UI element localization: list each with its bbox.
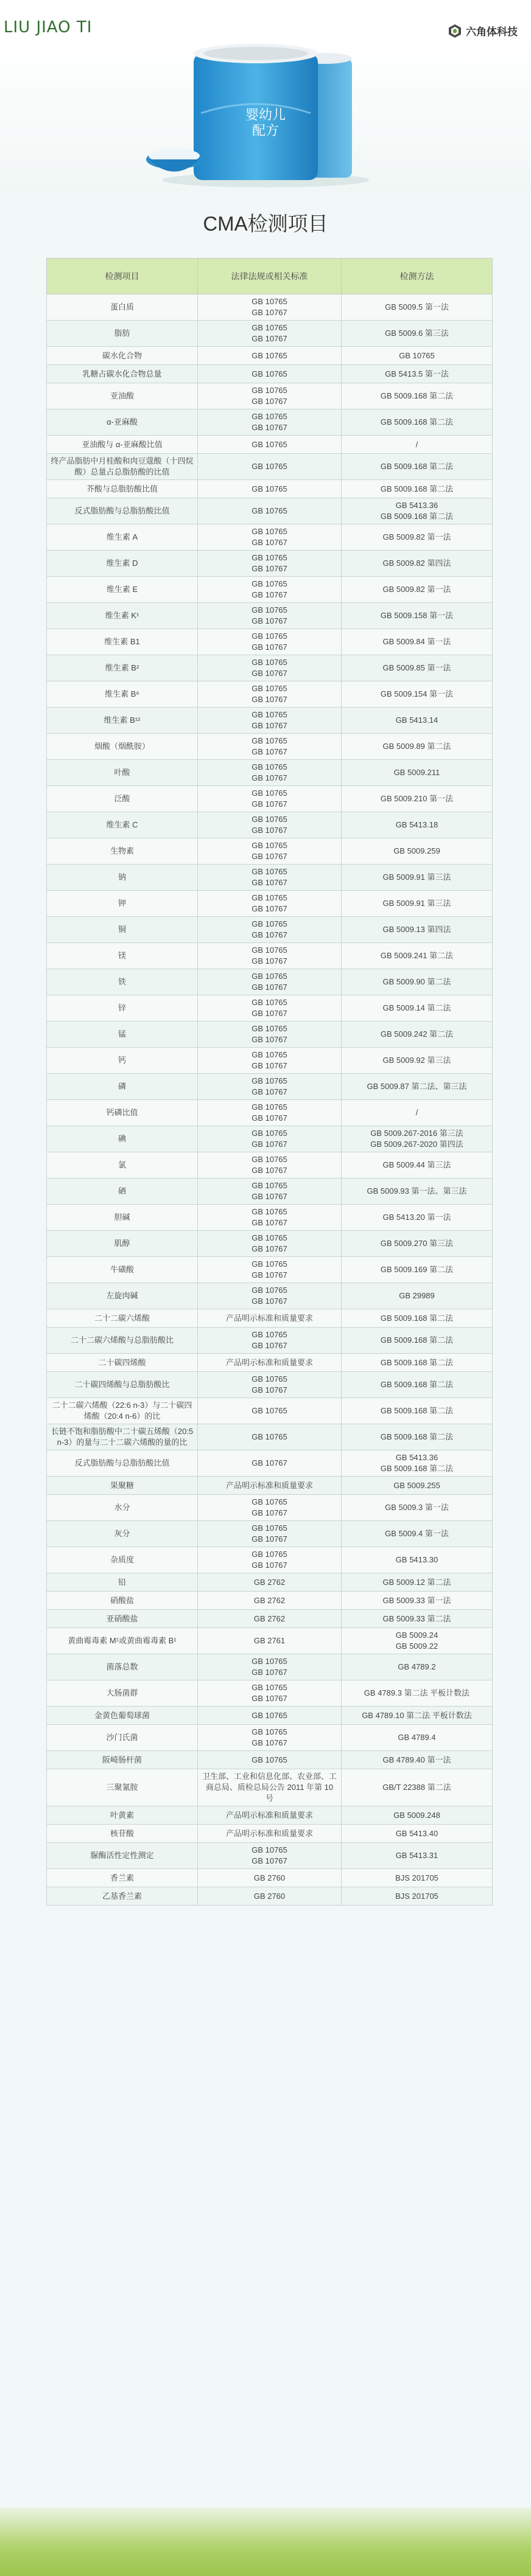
cell-method: / bbox=[342, 436, 493, 454]
cell-standard: GB 2760 bbox=[198, 1869, 342, 1887]
cell-method: GB 5009.168 第二法 bbox=[342, 454, 493, 480]
cell-method: GB 5009.168 第二法 bbox=[342, 383, 493, 409]
cell-standard: GB 10765 bbox=[198, 1398, 342, 1424]
table-row bbox=[47, 1843, 493, 1869]
table-row bbox=[47, 995, 493, 1022]
cell-standard: GB 2762 bbox=[198, 1592, 342, 1610]
cell-test-item: 核苷酸 bbox=[47, 1825, 198, 1843]
cell-method: GB 5413.40 bbox=[342, 1825, 493, 1843]
cell-test-item: 维生素 B² bbox=[47, 655, 198, 681]
cell-method: GB 5009.210 第一法 bbox=[342, 786, 493, 812]
table-row bbox=[47, 1477, 493, 1495]
cell-test-item: 钙 bbox=[47, 1048, 198, 1074]
cell-standard: 产品明示标准和质量要求 bbox=[198, 1354, 342, 1372]
cell-standard: GB 10765 GB 10767 bbox=[198, 1100, 342, 1126]
cell-method: GB 5009.168 第二法 bbox=[342, 480, 493, 498]
cell-method: GB 5009.248 bbox=[342, 1806, 493, 1825]
cell-standard: 产品明示标准和质量要求 bbox=[198, 1309, 342, 1328]
cell-standard: GB 10765 GB 10767 bbox=[198, 629, 342, 655]
cell-test-item: 二十碳四烯酸 bbox=[47, 1354, 198, 1372]
cell-standard: GB 10765 bbox=[198, 1424, 342, 1450]
table-row bbox=[47, 1048, 493, 1074]
cell-method: GB 5009.92 第三法 bbox=[342, 1048, 493, 1074]
cell-standard: GB 10765 GB 10767 bbox=[198, 603, 342, 629]
cell-test-item: 菌落总数 bbox=[47, 1654, 198, 1680]
cell-method: GB 5009.82 第四法 bbox=[342, 551, 493, 577]
table-row bbox=[47, 498, 493, 524]
cell-standard: GB 10765 GB 10767 bbox=[198, 1178, 342, 1205]
cell-test-item: 锰 bbox=[47, 1022, 198, 1048]
table-header-row bbox=[47, 259, 493, 294]
cell-method: GB 5009.33 第二法 bbox=[342, 1610, 493, 1628]
cell-test-item: 二十二碳六烯酸 bbox=[47, 1309, 198, 1328]
table-row bbox=[47, 1628, 493, 1654]
cell-method: GB 4789.10 第二法 平板计数法 bbox=[342, 1707, 493, 1725]
cell-test-item: 香兰素 bbox=[47, 1869, 198, 1887]
cell-method: GB 5413.36 GB 5009.168 第二法 bbox=[342, 498, 493, 524]
cell-method: GB 5009.168 第二法 bbox=[342, 1354, 493, 1372]
cell-test-item: 铁 bbox=[47, 969, 198, 995]
table-row bbox=[47, 1495, 493, 1521]
cell-standard: GB 10765 bbox=[198, 498, 342, 524]
cell-method: GB 5009.90 第二法 bbox=[342, 969, 493, 995]
cell-standard: 产品明示标准和质量要求 bbox=[198, 1825, 342, 1843]
table-row bbox=[47, 321, 493, 347]
table-row bbox=[47, 1328, 493, 1354]
cell-method: GB 5009.93 第一法、第三法 bbox=[342, 1178, 493, 1205]
cell-test-item: 灰分 bbox=[47, 1521, 198, 1547]
cell-test-item: 脲酶活性定性测定 bbox=[47, 1843, 198, 1869]
cell-standard: GB 2762 bbox=[198, 1573, 342, 1592]
cell-standard: GB 10767 bbox=[198, 1450, 342, 1477]
table-row bbox=[47, 786, 493, 812]
cell-method: GB 5009.168 第二法 bbox=[342, 1309, 493, 1328]
cell-method: GB 5009.211 bbox=[342, 760, 493, 786]
cell-method: GB 5009.169 第二法 bbox=[342, 1257, 493, 1283]
cell-standard: GB 10765 GB 10767 bbox=[198, 838, 342, 865]
cell-test-item: 胆碱 bbox=[47, 1205, 198, 1231]
cell-test-item: 铜 bbox=[47, 917, 198, 943]
cell-method: GB 5009.84 第一法 bbox=[342, 629, 493, 655]
cell-test-item: 钠 bbox=[47, 865, 198, 891]
cell-method: GB 5413.14 bbox=[342, 708, 493, 734]
cell-method: GB 5009.33 第一法 bbox=[342, 1592, 493, 1610]
cell-standard: GB 10765 GB 10767 bbox=[198, 1205, 342, 1231]
table-row bbox=[47, 1022, 493, 1048]
cell-standard: GB 10765 GB 10767 bbox=[198, 1126, 342, 1152]
header bbox=[0, 0, 531, 40]
table-row bbox=[47, 1152, 493, 1178]
cell-test-item: 牛磺酸 bbox=[47, 1257, 198, 1283]
cell-method: GB 5009.255 bbox=[342, 1477, 493, 1495]
cell-test-item: 维生素 C bbox=[47, 812, 198, 838]
table-row bbox=[47, 1205, 493, 1231]
cell-test-item: 大肠菌群 bbox=[47, 1680, 198, 1707]
cell-standard: GB 10765 GB 10767 bbox=[198, 1283, 342, 1309]
cell-test-item: 维生素 B1 bbox=[47, 629, 198, 655]
cell-method: GB 5009.241 第二法 bbox=[342, 943, 493, 969]
table-row bbox=[47, 891, 493, 917]
table-row bbox=[47, 383, 493, 409]
cell-standard: GB 2760 bbox=[198, 1887, 342, 1906]
cell-method: GB 5009.13 第四法 bbox=[342, 917, 493, 943]
cell-method: GB 5009.24 GB 5009.22 bbox=[342, 1628, 493, 1654]
cell-method: GB 5009.91 第三法 bbox=[342, 865, 493, 891]
table-row bbox=[47, 1126, 493, 1152]
cell-test-item: 蛋白质 bbox=[47, 294, 198, 321]
cell-method: GB 4789.3 第二法 平板计数法 bbox=[342, 1680, 493, 1707]
cell-standard: GB 10765 GB 10767 bbox=[198, 891, 342, 917]
table-row bbox=[47, 1372, 493, 1398]
cell-standard: GB 2761 bbox=[198, 1628, 342, 1654]
cell-standard: GB 10765 GB 10767 bbox=[198, 1521, 342, 1547]
cell-standard: GB 2762 bbox=[198, 1610, 342, 1628]
cell-method: GB 5009.270 第三法 bbox=[342, 1231, 493, 1257]
table-row bbox=[47, 1869, 493, 1887]
cell-method: GB 5413.31 bbox=[342, 1843, 493, 1869]
cell-standard: GB 10765 GB 10767 bbox=[198, 294, 342, 321]
cell-standard: GB 10765 GB 10767 bbox=[198, 969, 342, 995]
cell-test-item: 碘 bbox=[47, 1126, 198, 1152]
cell-standard: GB 10765 GB 10767 bbox=[198, 524, 342, 551]
table-row bbox=[47, 1680, 493, 1707]
cell-method: GB 5009.4 第一法 bbox=[342, 1521, 493, 1547]
cell-method: GB 5009.89 第二法 bbox=[342, 734, 493, 760]
table-row bbox=[47, 436, 493, 454]
cell-test-item: 维生素 K¹ bbox=[47, 603, 198, 629]
cell-method: GB 5009.242 第二法 bbox=[342, 1022, 493, 1048]
table-row bbox=[47, 1231, 493, 1257]
cell-test-item: 钙磷比值 bbox=[47, 1100, 198, 1126]
cell-standard: GB 10765 bbox=[198, 1751, 342, 1769]
cell-method: GB 5009.158 第一法 bbox=[342, 603, 493, 629]
table-row bbox=[47, 1309, 493, 1328]
cell-test-item: 反式脂肪酸与总脂肪酸比值 bbox=[47, 498, 198, 524]
cell-method: GB 5009.3 第一法 bbox=[342, 1495, 493, 1521]
cell-test-item: 维生素 B⁶ bbox=[47, 681, 198, 708]
cell-method: BJS 201705 bbox=[342, 1887, 493, 1906]
cell-standard: GB 10765 GB 10767 bbox=[198, 1680, 342, 1707]
cell-method: GB 5009.168 第二法 bbox=[342, 1424, 493, 1450]
cell-test-item: 二十二碳六烯酸与总脂肪酸比 bbox=[47, 1328, 198, 1354]
cell-standard: GB 10765 bbox=[198, 480, 342, 498]
brand-name: 六角体科技 bbox=[466, 26, 518, 38]
cell-method: GB 29989 bbox=[342, 1283, 493, 1309]
cell-standard: GB 10765 GB 10767 bbox=[198, 1048, 342, 1074]
cell-method: GB 5413.36 GB 5009.168 第二法 bbox=[342, 1450, 493, 1477]
cell-standard: GB 10765 GB 10767 bbox=[198, 865, 342, 891]
cell-standard: GB 10765 GB 10767 bbox=[198, 1257, 342, 1283]
cell-method: GB 5009.12 第二法 bbox=[342, 1573, 493, 1592]
cell-method: GB 5009.168 第二法 bbox=[342, 1398, 493, 1424]
cell-standard: GB 10765 GB 10767 bbox=[198, 1152, 342, 1178]
cell-standard: GB 10765 GB 10767 bbox=[198, 655, 342, 681]
cell-method: GB 5009.154 第一法 bbox=[342, 681, 493, 708]
cell-standard: GB 10765 GB 10767 bbox=[198, 383, 342, 409]
cell-method: GB 5009.5 第一法 bbox=[342, 294, 493, 321]
cell-method: GB/T 22388 第二法 bbox=[342, 1769, 493, 1806]
cell-method: / bbox=[342, 1100, 493, 1126]
cell-method: GB 5009.259 bbox=[342, 838, 493, 865]
table-row bbox=[47, 1398, 493, 1424]
cell-standard: GB 10765 GB 10767 bbox=[198, 786, 342, 812]
cell-standard: GB 10765 GB 10767 bbox=[198, 1547, 342, 1573]
cell-method: GB 5009.168 第二法 bbox=[342, 409, 493, 436]
table-row bbox=[47, 409, 493, 436]
cell-method: GB 5413.30 bbox=[342, 1547, 493, 1573]
cell-test-item: 反式脂肪酸与总脂肪酸比值 bbox=[47, 1450, 198, 1477]
cell-test-item: 果聚糖 bbox=[47, 1477, 198, 1495]
table-row bbox=[47, 1751, 493, 1769]
cell-test-item: 肌醇 bbox=[47, 1231, 198, 1257]
cell-method: GB 4789.40 第一法 bbox=[342, 1751, 493, 1769]
cell-test-item: 阪崎肠杆菌 bbox=[47, 1751, 198, 1769]
cell-test-item: 叶酸 bbox=[47, 760, 198, 786]
cell-standard: GB 10765 GB 10767 bbox=[198, 1022, 342, 1048]
table-row bbox=[47, 1283, 493, 1309]
cell-test-item: 脂肪 bbox=[47, 321, 198, 347]
header-test-item: 检测项目 bbox=[47, 259, 198, 294]
cell-test-item: 硝酸盐 bbox=[47, 1592, 198, 1610]
cell-test-item: 乳糖占碳水化合物总量 bbox=[47, 365, 198, 383]
cell-test-item: 亚硝酸盐 bbox=[47, 1610, 198, 1628]
formula-can-illustration bbox=[0, 40, 531, 192]
hero-banner bbox=[0, 40, 531, 192]
header-method: 检测方法 bbox=[342, 259, 493, 294]
cell-test-item: 金黄色葡萄球菌 bbox=[47, 1707, 198, 1725]
cell-method: GB 5413.5 第一法 bbox=[342, 365, 493, 383]
table-row bbox=[47, 838, 493, 865]
table-row bbox=[47, 865, 493, 891]
cell-standard: GB 10765 GB 10767 bbox=[198, 917, 342, 943]
cell-standard: 产品明示标准和质量要求 bbox=[198, 1806, 342, 1825]
cell-test-item: 乙基香兰素 bbox=[47, 1887, 198, 1906]
cell-standard: GB 10765 GB 10767 bbox=[198, 812, 342, 838]
cell-method: BJS 201705 bbox=[342, 1869, 493, 1887]
cell-standard: GB 10765 GB 10767 bbox=[198, 1328, 342, 1354]
cell-test-item: 黄曲霉毒素 M¹或黄曲霉毒素 B¹ bbox=[47, 1628, 198, 1654]
cell-test-item: 水分 bbox=[47, 1495, 198, 1521]
cell-standard: GB 10765 GB 10767 bbox=[198, 681, 342, 708]
cell-test-item: 钾 bbox=[47, 891, 198, 917]
cell-method: GB 10765 bbox=[342, 347, 493, 365]
cell-method: GB 5009.87 第二法、第三法 bbox=[342, 1074, 493, 1100]
cell-test-item: 维生素 E bbox=[47, 577, 198, 603]
cell-standard: GB 10765 GB 10767 bbox=[198, 551, 342, 577]
cell-test-item: 维生素 B¹² bbox=[47, 708, 198, 734]
table-row bbox=[47, 1450, 493, 1477]
cell-test-item: 二十二碳六烯酸（22:6 n-3）与二十碳四烯酸（20:4 n-6）的比 bbox=[47, 1398, 198, 1424]
cell-standard: GB 10765 GB 10767 bbox=[198, 760, 342, 786]
table-row bbox=[47, 969, 493, 995]
cell-method: GB 4789.2 bbox=[342, 1654, 493, 1680]
cell-test-item: 亚油酸与 α-亚麻酸比值 bbox=[47, 436, 198, 454]
table-row bbox=[47, 1806, 493, 1825]
table-row bbox=[47, 347, 493, 365]
cell-standard: GB 10765 bbox=[198, 347, 342, 365]
cell-method: GB 5009.168 第二法 bbox=[342, 1328, 493, 1354]
table-row bbox=[47, 577, 493, 603]
table-row bbox=[47, 1547, 493, 1573]
cell-test-item: 泛酸 bbox=[47, 786, 198, 812]
cell-method: GB 4789.4 bbox=[342, 1725, 493, 1751]
cell-standard: GB 10765 GB 10767 bbox=[198, 943, 342, 969]
table-row bbox=[47, 629, 493, 655]
cell-test-item: 铅 bbox=[47, 1573, 198, 1592]
cell-standard: GB 10765 GB 10767 bbox=[198, 1843, 342, 1869]
footer-band bbox=[0, 2508, 531, 2576]
table-row bbox=[47, 365, 493, 383]
cell-test-item: 碳水化合物 bbox=[47, 347, 198, 365]
cell-standard: GB 10765 bbox=[198, 454, 342, 480]
cma-test-items-table bbox=[46, 258, 492, 1906]
cell-standard: GB 10765 GB 10767 bbox=[198, 1231, 342, 1257]
table-row bbox=[47, 1521, 493, 1547]
cell-test-item: 芥酸与总脂肪酸比值 bbox=[47, 480, 198, 498]
table-row bbox=[47, 1887, 493, 1906]
cell-test-item: 锌 bbox=[47, 995, 198, 1022]
cell-method: GB 5009.82 第一法 bbox=[342, 577, 493, 603]
cell-method: GB 5009.85 第一法 bbox=[342, 655, 493, 681]
cell-test-item: 长链不饱和脂肪酸中二十碳五烯酸（20:5 n-3）的量与二十二碳六烯酸的量的比 bbox=[47, 1424, 198, 1450]
brand-logo bbox=[448, 23, 518, 38]
cell-standard: GB 10765 GB 10767 bbox=[198, 409, 342, 436]
table-row bbox=[47, 1610, 493, 1628]
cell-standard: GB 10765 GB 10767 bbox=[198, 995, 342, 1022]
table-row bbox=[47, 1424, 493, 1450]
cell-test-item: 亚油酸 bbox=[47, 383, 198, 409]
cell-test-item: 硒 bbox=[47, 1178, 198, 1205]
cell-standard: GB 10765 GB 10767 bbox=[198, 577, 342, 603]
table-row bbox=[47, 1769, 493, 1806]
table-row bbox=[47, 812, 493, 838]
table-row bbox=[47, 708, 493, 734]
table-row bbox=[47, 655, 493, 681]
cell-method: GB 5009.44 第三法 bbox=[342, 1152, 493, 1178]
table-row bbox=[47, 1257, 493, 1283]
brand-wordmark: LIU JIAO TI bbox=[4, 18, 93, 37]
cell-standard: GB 10765 GB 10767 bbox=[198, 734, 342, 760]
table-row bbox=[47, 603, 493, 629]
cell-method: GB 5413.18 bbox=[342, 812, 493, 838]
table-row bbox=[47, 1654, 493, 1680]
cell-standard: 卫生部、工业和信息化部、农业部、工商总局、质检总局公告 2011 年第 10 号 bbox=[198, 1769, 342, 1806]
table-row bbox=[47, 760, 493, 786]
table-row bbox=[47, 294, 493, 321]
cell-standard: GB 10765 bbox=[198, 1707, 342, 1725]
table-row bbox=[47, 1074, 493, 1100]
cell-method: GB 5009.168 第二法 bbox=[342, 1372, 493, 1398]
cell-test-item: 叶黄素 bbox=[47, 1806, 198, 1825]
table-row bbox=[47, 524, 493, 551]
cell-test-item: 维生素 D bbox=[47, 551, 198, 577]
table-row bbox=[47, 1592, 493, 1610]
cell-standard: GB 10765 GB 10767 bbox=[198, 1372, 342, 1398]
table-row bbox=[47, 1825, 493, 1843]
table-row bbox=[47, 1354, 493, 1372]
hexagon-logo-icon bbox=[448, 24, 462, 38]
cell-method: GB 5009.267-2016 第三法 GB 5009.267-2020 第四法 bbox=[342, 1126, 493, 1152]
cell-standard: GB 10765 GB 10767 bbox=[198, 708, 342, 734]
cell-test-item: 杂质度 bbox=[47, 1547, 198, 1573]
table-row bbox=[47, 1178, 493, 1205]
table-row bbox=[47, 734, 493, 760]
cell-test-item: 氯 bbox=[47, 1152, 198, 1178]
table-row bbox=[47, 1707, 493, 1725]
cell-test-item: 维生素 A bbox=[47, 524, 198, 551]
cell-standard: GB 10765 GB 10767 bbox=[198, 1495, 342, 1521]
table-row bbox=[47, 454, 493, 480]
cell-method: GB 5413.20 第一法 bbox=[342, 1205, 493, 1231]
cell-test-item: 三聚氰胺 bbox=[47, 1769, 198, 1806]
cell-test-item: 终产品脂肪中月桂酸和肉豆蔻酸（十四烷酸）总量占总脂肪酸的比值 bbox=[47, 454, 198, 480]
page-title: CMA检测项目 bbox=[203, 212, 328, 235]
cell-test-item: 镁 bbox=[47, 943, 198, 969]
cell-test-item: 生物素 bbox=[47, 838, 198, 865]
table-row bbox=[47, 1100, 493, 1126]
cell-test-item: 沙门氏菌 bbox=[47, 1725, 198, 1751]
cell-standard: GB 10765 GB 10767 bbox=[198, 321, 342, 347]
cell-standard: GB 10765 bbox=[198, 436, 342, 454]
table-row bbox=[47, 917, 493, 943]
table-row bbox=[47, 1573, 493, 1592]
cell-standard: GB 10765 GB 10767 bbox=[198, 1654, 342, 1680]
cell-test-item: 左旋肉碱 bbox=[47, 1283, 198, 1309]
cell-test-item: 磷 bbox=[47, 1074, 198, 1100]
table-row bbox=[47, 1725, 493, 1751]
cell-standard: GB 10765 GB 10767 bbox=[198, 1074, 342, 1100]
table-row bbox=[47, 681, 493, 708]
table-row bbox=[47, 943, 493, 969]
table-row bbox=[47, 551, 493, 577]
cell-test-item: α-亚麻酸 bbox=[47, 409, 198, 436]
cell-standard: 产品明示标准和质量要求 bbox=[198, 1477, 342, 1495]
cell-test-item: 烟酸（烟酰胺） bbox=[47, 734, 198, 760]
cell-method: GB 5009.6 第三法 bbox=[342, 321, 493, 347]
cell-test-item: 二十碳四烯酸与总脂肪酸比 bbox=[47, 1372, 198, 1398]
can-label: 婴幼儿配方 bbox=[245, 107, 286, 138]
table-row bbox=[47, 480, 493, 498]
cell-method: GB 5009.14 第二法 bbox=[342, 995, 493, 1022]
cell-method: GB 5009.91 第三法 bbox=[342, 891, 493, 917]
cell-standard: GB 10765 bbox=[198, 365, 342, 383]
cell-method: GB 5009.82 第一法 bbox=[342, 524, 493, 551]
cell-standard: GB 10765 GB 10767 bbox=[198, 1725, 342, 1751]
header-standard: 法律法规或相关标准 bbox=[198, 259, 342, 294]
